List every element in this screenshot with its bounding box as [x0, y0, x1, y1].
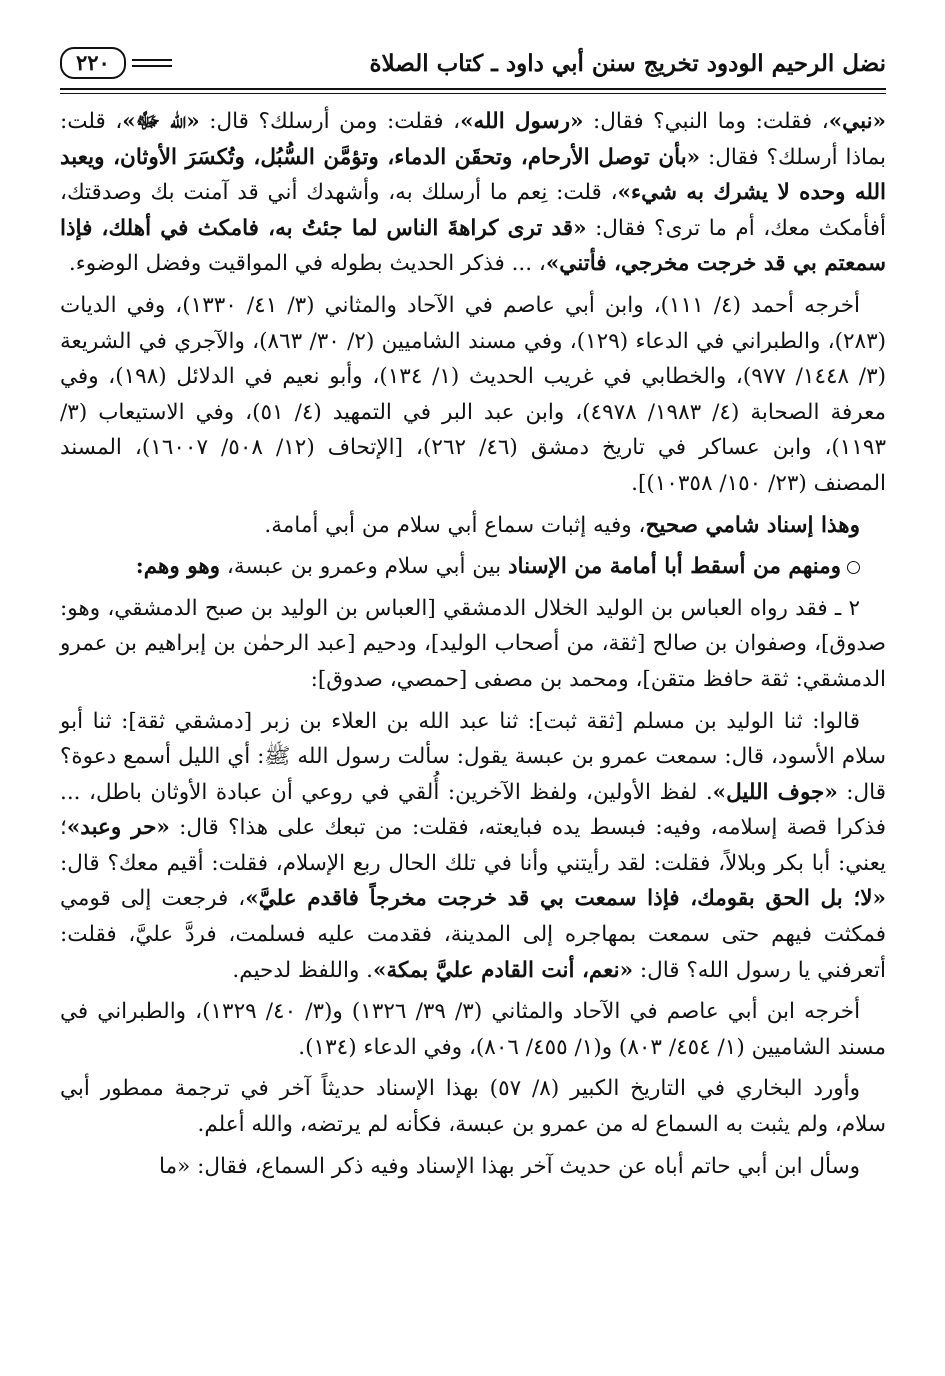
- circle-bullet-icon: [847, 561, 860, 574]
- running-title: نضل الرحيم الودود تخريج سنن أبي داود ـ كتاب الصلاة: [369, 49, 886, 77]
- text-segment: أخرجه أحمد (٤/ ١١١)، وابن أبي عاصم في الآحاد والمثاني (٣/ ٤١/ ١٣٣٠)، وفي الديات (٢٨٣)، والطبراني في الدعاء (١٢٩)، وفي مسند الشاميين (٢/ ٣٠/ ٨٦٣)، والآجري في الشريعة (٣/ ١٤٤٨/ ٩٧٧)، والخطابي في غريب الحديث (١/ ١٣٤)، وأبو نعيم في الدلائل (١٩٨)، وفي معرفة الصحابة (٤/ ١٩٨٣/ ٤٩٧٨)، وابن عبد البر في التمهيد (٤/ ٥١)، وفي الاستيعاب (٣/ ١١٩٣)، وابن عساكر في تاريخ دمشق (٤٦/ ٢٦٢)، [الإتحاف (١٢/ ٥٠٨/ ١٦٠٠٧)، المسند المصنف (٢٣/ ١٥٠/ ١٠٣٥٨)].: [60, 292, 887, 496]
- bold-text-segment: وهو وهم:: [135, 554, 221, 580]
- bold-text-segment: وهذا إسناد شامي صحيح: [645, 512, 860, 538]
- text-segment: . واللفظ لدحيم.: [232, 957, 373, 983]
- paragraph: [60, 104, 886, 282]
- text-segment: ؛ يعني: أبا بكر وبلالاً، فقلت: لقد رأيتني وأنا في تلك الحال ربع الإسلام، فقلت: أقيم معك؟ قال:: [60, 815, 886, 876]
- bold-text-segment: ومنهم من أسقط أبا أمامة من الإسناد: [507, 554, 841, 580]
- text-segment: وأورد البخاري في التاريخ الكبير (٨/ ٥٧) بهذا الإسناد حديثاً آخر في ترجمة ممطور أبي سلام، ولم يثبت به السماع له من عمرو بن عبسة، فكأنه لم يرتضه، والله أعلم.: [60, 1076, 886, 1138]
- book-page: [60, 40, 886, 1360]
- text-segment: ، قلت: نِعم ما أرسلك به، وأشهدك أني قد آمنت بك وصدقتك، أفأمكث معك، أم ما ترى؟ فقال:: [60, 180, 886, 241]
- header-ornament-lines: [132, 59, 172, 67]
- text-segment: قالوا: ثنا الوليد بن مسلم [ثقة ثبت]: ثنا عبد الله بن العلاء بن زبر [دمشقي ثقة]: ثنا أبو سلام الأسود، قال: سمعت عمرو بن عبسة يقول: سألت رسول الله ﷺ: أي الليل أسمع دعوة؟ قال:: [60, 708, 886, 805]
- paragraph: [60, 1071, 886, 1142]
- text-segment: ٢ ـ فقد رواه العباس بن الوليد الخلال الدمشقي [العباس بن الوليد بن صبح الدمشقي، وهو: صدوق]، وصفوان بن صالح [ثقة، من أصحاب الوليد]، ودحيم [عبد الرحمٰن بن إبراهيم بن عمرو الدمشقي: ثقة حافظ متقن]، ومحمد بن مصفى [حمصي، صدوق]:: [60, 595, 886, 692]
- bold-text-segment: «نبي»: [828, 109, 886, 134]
- bold-text-segment: «رسول الله»: [460, 109, 584, 134]
- page-number-group: [60, 47, 172, 79]
- page-header: [60, 40, 886, 86]
- paragraph: [60, 508, 886, 544]
- text-segment: ، ... فذكرا قصة إسلامه، وفيه: فبسط يده فبايعته، فقلت: من تبعك على هذا؟ قال:: [60, 779, 887, 841]
- bold-text-segment: «لا؛ بل الحق بقومك، فإذا سمعت بي قد خرجت مخرجاً فاقدم عليَّ»: [245, 886, 886, 912]
- text-segment: أخرجه ابن أبي عاصم في الآحاد والمثاني (٣/ ٣٩/ ١٣٢٦) و(٣/ ٤٠/ ١٣٢٩)، والطبراني في مسند الشاميين (١/ ٤٥٤/ ٨٠٣) و(١/ ٤٥٥/ ٨٠٦)، وفي الدعاء (١٣٤).: [60, 999, 886, 1060]
- paragraph: [60, 591, 886, 698]
- text-segment: ، فرجعت إلى قومي فمكثت فيهم حتى سمعت بمهاجره إلى المدينة، فقدمت عليه فسلمت، فردَّ عليَّ، فقلت: أتعرفني يا رسول الله؟ قال:: [60, 886, 886, 983]
- body-text: [60, 104, 886, 1184]
- bold-text-segment: «قد ترى كراهةَ الناس لما جئتُ به، فامكث في أهلك، فإذا سمعتم بي قد خرجت مخرجي، فأتني»: [60, 215, 886, 277]
- bold-text-segment: «بأن توصل الأرحام، وتحقَن الدماء، وتؤمَّن السُّبُل، وتُكسَرَ الأوثان، ويعبد الله وحده لا يشرك به شيء»: [60, 144, 886, 206]
- header-rule-thin: [60, 93, 886, 94]
- text-segment: ، فقلت: ومن أرسلك؟ قال:: [199, 109, 461, 134]
- text-segment: وسأل ابن أبي حاتم أباه عن حديث آخر بهذا الإسناد وفيه ذكر السماع، فقال: «ما: [159, 1153, 860, 1179]
- bold-text-segment: «حر وعبد»: [66, 815, 170, 841]
- text-segment: ، فقلت: وما النبي؟ فقال:: [583, 109, 829, 134]
- bold-text-segment: «جوف الليل»: [712, 779, 838, 805]
- paragraph: [60, 1149, 886, 1185]
- text-segment: ، وفيه إثبات سماع أبي سلام من أبي أمامة.: [264, 512, 646, 538]
- paragraph: [60, 994, 886, 1065]
- text-segment: بين أبي سلام وعمرو بن عبسة،: [220, 554, 508, 580]
- header-rule: [60, 88, 886, 90]
- bold-text-segment: «الله ﷻ»: [122, 109, 200, 134]
- paragraph: [60, 704, 886, 989]
- text-segment: أُلقي في روعي أن عبادة الأوثان باطل: [95, 779, 440, 805]
- text-segment: ، ... فذكر الحديث بطوله في المواقيت وفضل الوضوء.: [68, 251, 546, 277]
- paragraph: [60, 288, 886, 502]
- bold-text-segment: «نعم، أنت القادم عليَّ بمكة»: [373, 957, 634, 983]
- page-number: ٢٢٠: [60, 47, 126, 79]
- text-segment: ، قلت: بماذا أرسلك؟ فقال:: [60, 109, 886, 170]
- text-segment: . لفظ الأولين، ولفظ الآخرين:: [439, 779, 713, 805]
- paragraph: [60, 549, 886, 585]
